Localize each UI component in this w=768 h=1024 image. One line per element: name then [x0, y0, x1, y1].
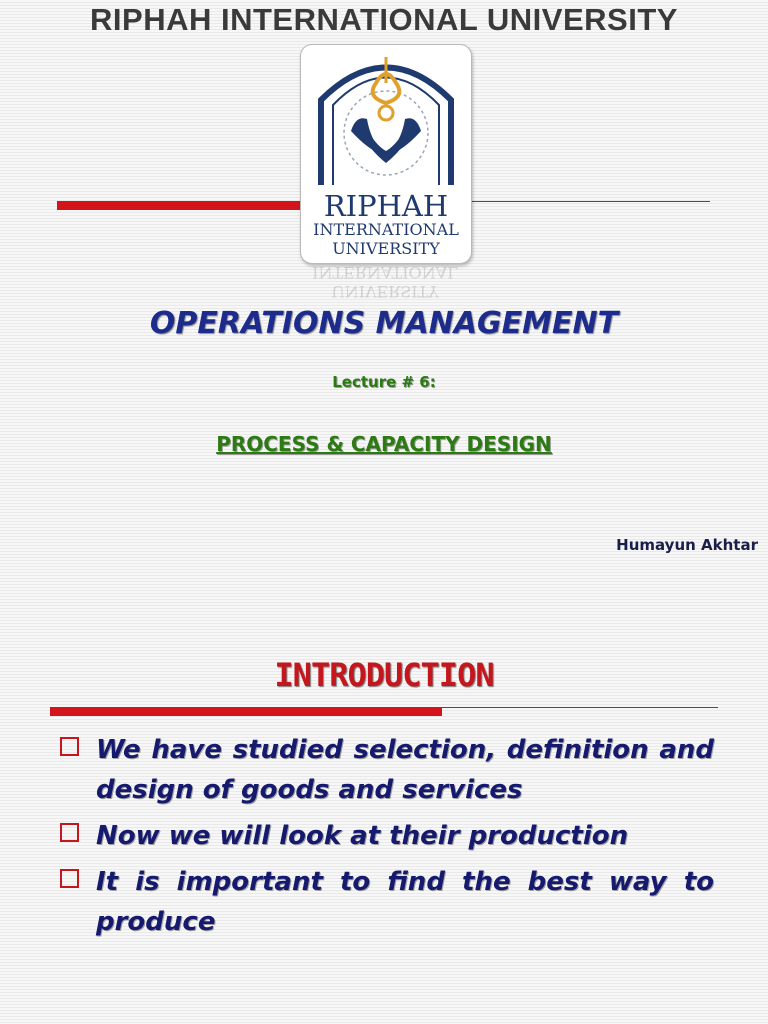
- bullet-item: [58, 730, 714, 810]
- red-divider-thin-intro: [442, 707, 718, 708]
- logo-text-university: UNIVERSITY: [332, 239, 440, 258]
- course-title: OPERATIONS MANAGEMENT: [149, 306, 619, 341]
- intro-heading: INTRODUCTION: [274, 656, 494, 694]
- university-logo: [300, 44, 472, 264]
- riphah-crest-icon: [301, 45, 471, 195]
- bullet-text: It is important to find the best way to produce: [96, 867, 714, 937]
- logo-reflection-international: INTERNATIONAL: [312, 263, 458, 282]
- red-divider-thick-intro: [50, 707, 442, 716]
- bullet-item: [58, 816, 714, 856]
- bullet-text: Now we will look at their production: [96, 821, 629, 851]
- red-divider-thick-top: [57, 201, 300, 210]
- logo-text-international: INTERNATIONAL: [313, 220, 459, 239]
- logo-reflection-university: UNIVERSITY: [331, 282, 439, 301]
- logo-text-riphah: RIPHAH: [323, 189, 449, 223]
- lecture-number: Lecture # 6:: [332, 373, 436, 391]
- square-bullet-icon: [60, 823, 79, 842]
- logo-reflection: [300, 262, 470, 306]
- square-bullet-icon: [60, 737, 79, 756]
- lecture-topic: PROCESS & CAPACITY DESIGN: [216, 432, 552, 456]
- square-bullet-icon: [60, 869, 79, 888]
- red-divider-thin-top: [470, 201, 710, 202]
- university-header: RIPHAH INTERNATIONAL UNIVERSITY: [90, 2, 678, 37]
- bullet-text: We have studied selection, definition and design of goods and services: [96, 735, 714, 805]
- bullet-item: [58, 862, 714, 942]
- author-name: Humayun Akhtar: [616, 536, 758, 554]
- intro-bullet-list: [58, 730, 714, 948]
